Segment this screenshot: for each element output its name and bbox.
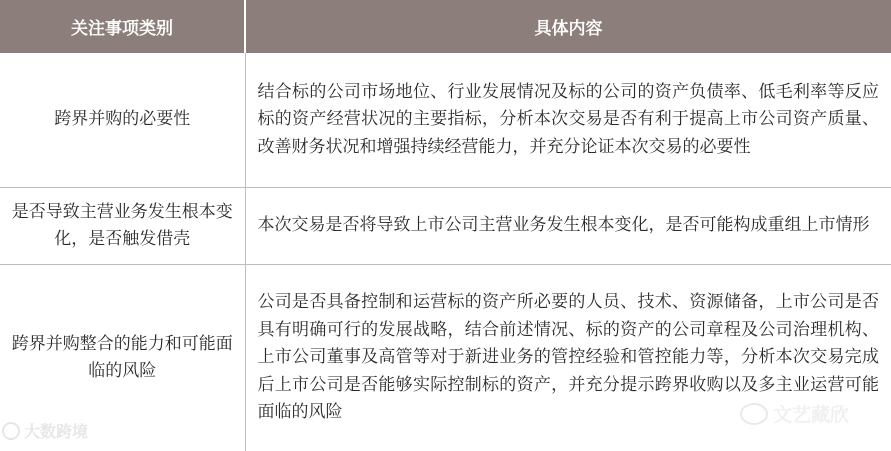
header-category: 关注事项类别	[0, 0, 245, 53]
table-row	[0, 53, 891, 188]
row-content: 公司是否具备控制和运营标的资产所必要的人员、技术、资源储备，上市公司是否具有明确可行的发展战略，结合前述情况、标的资产的公司章程及公司治理机构、上市公司董事及高管等对于新进业务的管控经验和管控能力等，分析本次交易完成后上市公司是否能够实际控制标的资产，并充分提示跨界收购以及多主业运营可能面临的风险	[245, 265, 891, 451]
row-category: 跨界并购整合的能力和可能面临的风险	[0, 265, 245, 451]
watermark-left-text: 大数跨境	[24, 419, 88, 442]
watermark-right	[740, 400, 849, 427]
watermark-right-text: 文艺藏欣	[773, 400, 849, 427]
row-content: 本次交易是否将导致上市公司主营业务发生根本变化，是否可能构成重组上市情形	[245, 188, 891, 265]
chat-bubble-icon	[740, 403, 768, 425]
row-category: 是否导致主营业务发生根本变化，是否触发借壳	[0, 188, 245, 265]
header-content: 具体内容	[245, 0, 891, 53]
row-content: 结合标的公司市场地位、行业发展情况及标的公司的资产负债率、低毛利率等反应标的资产经营状况的主要指标，分析本次交易是否有利于提高上市公司资产质量、改善财务状况和增强持续经营能力，并充分论证本次交易的必要性	[245, 53, 891, 188]
brand-logo-icon	[2, 422, 20, 440]
table-row	[0, 188, 891, 265]
table-header-row	[0, 0, 891, 53]
watermark-left	[2, 419, 88, 442]
row-category: 跨界并购的必要性	[0, 53, 245, 188]
